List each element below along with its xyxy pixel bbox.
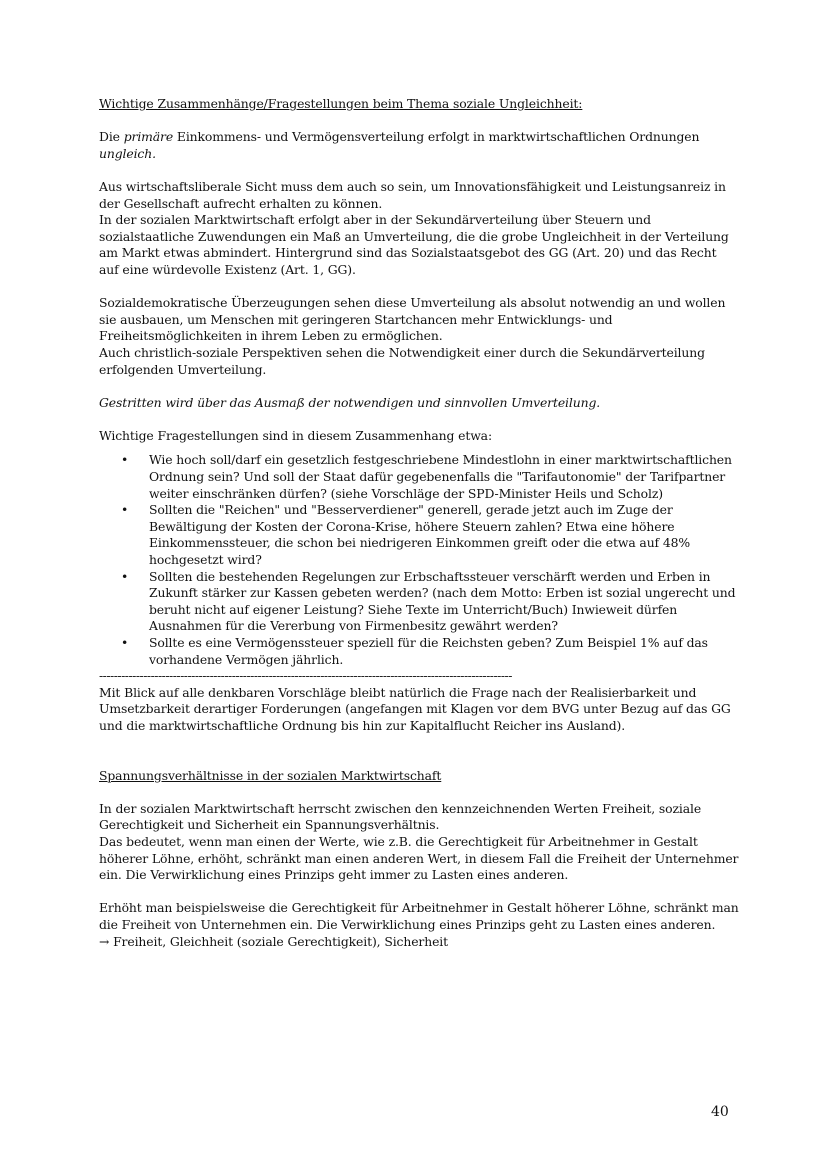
paragraph-primary-distribution: [99, 129, 739, 162]
emphasis-dispute: Gestritten wird über das Ausmaß der notwendigen und sinnvollen Umverteilung.: [99, 394, 601, 410]
dashed-separator: ----------------------------------------------------------------------------------------------------------------: [99, 668, 512, 684]
bullet-icon: •: [121, 452, 129, 468]
emphasis-primaer: primäre: [123, 129, 174, 145]
paragraph-questions-intro: Wichtige Fragestellungen sind in diesem Zusammenhang etwa:: [99, 427, 493, 443]
arrow-icon: →: [99, 933, 110, 949]
list-item-text: Sollte es eine Vermögenssteuer speziell für die Reichsten geben? Zum Beispiel 1% auf das vorhandene Vermögen jährlich.: [149, 635, 708, 667]
list-item: [99, 635, 739, 668]
bullet-icon: •: [121, 568, 129, 584]
emphasis-ungleich: ungleich.: [99, 145, 156, 161]
paragraph-example: Erhöht man beispielsweise die Gerechtigkeit für Arbeitnehmer in Gestalt höherer Löhne, schränkt man die Freiheit von Unternehmen ein. Die Verwirklichung eines Prinzips geht zu Lasten eines anderen.: [99, 900, 739, 932]
paragraph-social-democratic: Sozialdemokratische Überzeugungen sehen diese Umverteilung als absolut notwendig an und wollen sie ausbauen, um Menschen mit geringeren Startchancen mehr Entwicklungs- und Freiheitsmöglichkeiten in ihrem Leben zu ermöglichen.: [99, 295, 726, 344]
summary-text: Freiheit, Gleichheit (soziale Gerechtigkeit), Sicherheit: [109, 933, 449, 949]
paragraph-secondary-distribution: In der sozialen Marktwirtschaft erfolgt aber in der Sekundärverteilung über Steuern und sozialstaatliche Zuwendungen ein Maß an Umverteilung, die die grobe Ungleichheit in der Verteilung am Markt etwas abmindert. Hintergrund sind das Sozialstaatsgebot des GG (Art. 20) und das Recht auf eine würdevolle Existenz (Art. 1, GG).: [99, 212, 729, 277]
section-title-ungleichheit: Wichtige Zusammenhänge/Fragestellungen beim Thema soziale Ungleichheit:: [99, 96, 583, 111]
paragraph-liberal-view: Aus wirtschaftsliberale Sicht muss dem auch so sein, um Innovationsfähigkeit und Leistungsanreiz in der Gesellschaft aufrecht erhalten zu können.: [99, 178, 726, 211]
paragraph-christian-social: Auch christlich-soziale Perspektiven sehen die Notwendigkeit einer durch die Sekundärverteilung erfolgenden Umverteilung.: [99, 344, 705, 377]
list-item-text: Sollten die "Reichen" und "Besserverdiener" generell, gerade jetzt auch im Zuge der Bewältigung der Kosten der Corona-Krise, höhere Steuern zahlen? Etwa eine höhere Einkommenssteuer, die schon bei niedrigeren Einkommen greift oder die etwa auf 48% hochgesetzt wird?: [149, 502, 691, 568]
paragraph-tension: In der sozialen Marktwirtschaft herrscht zwischen den kennzeichnenden Werten Freiheit, soziale Gerechtigkeit und Sicherheit ein Spannungsverhältnis.: [99, 800, 702, 833]
document-page: [99, 96, 739, 950]
list-item: [99, 569, 739, 635]
list-item: [99, 502, 739, 568]
question-list: [99, 452, 739, 668]
text-span: Einkommens- und Vermögensverteilung erfolgt in marktwirtschaftlichen Ordnungen: [173, 129, 700, 145]
paragraph-feasibility: Mit Blick auf alle denkbaren Vorschläge bleibt natürlich die Frage nach der Realisierbarkeit und Umsetzbarkeit derartiger Forderungen (angefangen mit Klagen vor dem BVG unter Bezug auf das GG und die marktwirtschaftliche Ordnung bis hin zur Kapitalflucht Reicher ins Ausland).: [99, 684, 731, 733]
list-item-text: Wie hoch soll/darf ein gesetzlich festgeschriebene Mindestlohn in einer marktwirtschaftlichen Ordnung sein? Und soll der Staat dafür gegebenenfalls die "Tarifautonomie" der Tarifpartner weiter einschränken dürfen? (siehe Vorschläge der SPD-Minister Heils und Scholz): [149, 452, 732, 501]
page-number: 40: [711, 1104, 729, 1120]
paragraph-meaning: Das bedeutet, wenn man einen der Werte, wie z.B. die Gerechtigkeit für Arbeitnehmer in Gestalt höherer Löhne, erhöht, schränkt man einen anderen Wert, in diesem Fall die Freiheit der Unternehmer ein. Die Verwirklichung eines Prinzips geht immer zu Lasten eines anderen.: [99, 833, 739, 883]
paragraph-dispute: [99, 395, 739, 412]
paragraph-summary: [99, 934, 739, 951]
text-span: Die: [99, 129, 124, 145]
list-item-text: Sollten die bestehenden Regelungen zur Erbschaftssteuer verschärft werden und Erben in Zukunft stärker zur Kassen gebeten werden? (nach dem Motto: Erben ist sozial ungerecht und beruht nicht auf eigener Leistung? Siehe Texte im Unterricht/Buch) Inwieweit dürfen Ausnahmen für die Vererbung von Firmenbesitz gewährt werden?: [149, 568, 736, 634]
list-item: [99, 452, 739, 502]
bullet-icon: •: [121, 502, 129, 518]
section-title-spannung: Spannungsverhältnisse in der sozialen Marktwirtschaft: [99, 767, 442, 783]
bullet-icon: •: [121, 635, 129, 650]
